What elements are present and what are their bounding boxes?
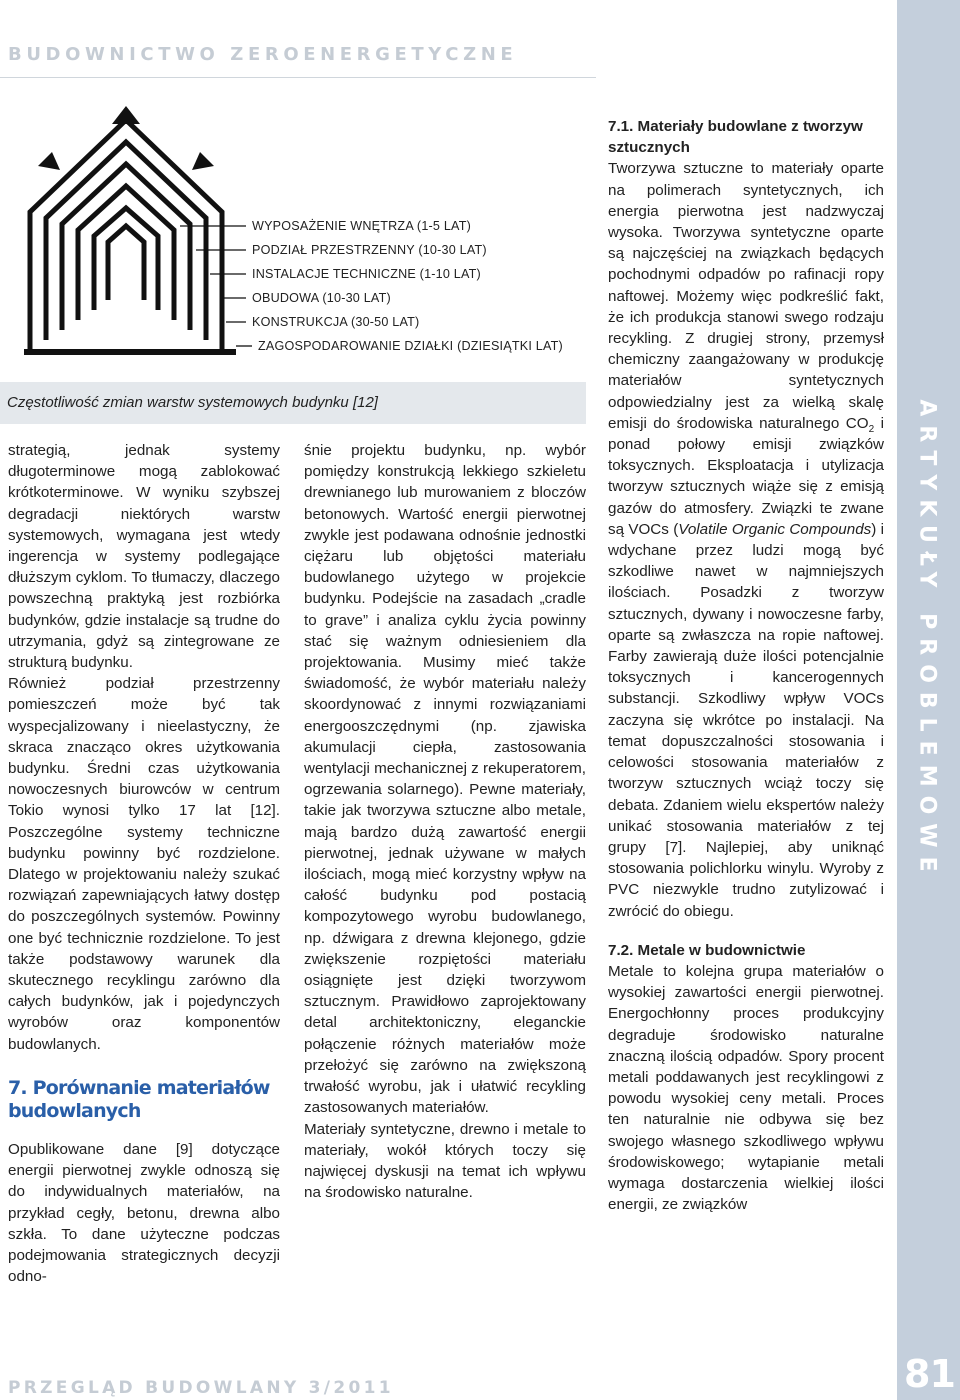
section-sidebar: [897, 0, 960, 1400]
paragraph: strategią, jednak systemy długoterminowe mogą zablokować krótkoterminowe. W wyniku szybszej degradacji niektórych warstw systemowych, wymagana jest wtedy ingerencja w systemy podlegające dłuższym cyklom. To tłumaczy, dlaczego powszechną praktyką jest rozbiórka budynków, gdzie instalacje są trudne do utrzymania, gdyż są zintegrowane ze strukturą budynku.: [8, 442, 280, 672]
text-column-1: [8, 440, 280, 1287]
layer-outline-1: [30, 120, 222, 350]
legend-item: PODZIAŁ PRZESTRZENNY (10-30 LAT): [252, 243, 487, 257]
legend-item: WYPOSAŻENIE WNĘTRZA (1-5 LAT): [252, 219, 471, 233]
italic-term: Volatile Organic Compounds: [678, 520, 872, 538]
subsection-heading: 7.1. Materiały budowlane z tworzyw sztucznych: [608, 118, 863, 157]
paragraph: Również podział przestrzenny pomieszczeń może być tak wyspecjalizowany i nieelastyczny, że skraca znacząco okres użytkowania budynku. Średni czas użytkowania nowoczesnych biurowców w centrum Tokio wynosi tylko 17 lat [12]. Poszczególne systemy techniczne budynku powinny być rozdzielone. Dlatego w projektowaniu należy szukać rozwiązań zapewniających łatwy dostęp do poszczególnych systemów. Powinny one być technicznie rozdzielone. To jest także podstawowy warunek dla skutecznego recyklingu zarówno dla całych budynków, jak i pojedynczych wyrobów oraz komponentów budowlanych.: [8, 675, 280, 1053]
legend-item: ZAGOSPODAROWANIE DZIAŁKI (DZIESIĄTKI LAT): [258, 339, 563, 353]
building-layers-figure: [0, 100, 596, 372]
section-7: [8, 1077, 280, 1287]
legend-item: OBUDOWA (10-30 LAT): [252, 291, 391, 305]
arrow-left: [38, 152, 60, 170]
subscript: 2: [868, 423, 875, 435]
running-header: BUDOWNICTWO ZEROENERGETYCZNE: [8, 44, 518, 65]
arrow-right: [192, 152, 214, 170]
legend-item: INSTALACJE TECHNICZNE (1-10 LAT): [252, 267, 481, 281]
sidebar-label: ARTYKUŁY PROBLEMOWE: [914, 399, 940, 881]
figure-caption-bar: [0, 382, 586, 424]
paragraph: [608, 158, 884, 921]
paragraph: Opublikowane dane [9] dotyczące energii pierwotnej zwykle odnoszą się do indywidualnych materiałów, na przykład cegły, betonu, drewna albo szkła. To dane użyteczne podczas podejmowania strategicznych decyzji odno-: [8, 1140, 280, 1286]
text-column-2: [304, 440, 586, 1203]
text-run: Tworzywa sztuczne to materiały oparte na polimerach syntetycznych, ich energia pierwotna jest nadzwyczaj wysoka. Tworzywa syntetyczne oparte są najczęściej na związkach będących pochodnymi odpadów po rafinacji ropy naftowej. Możemy więc podkreślić fakt, że ich produkcja stanowi swego rodzaju recykling. Z drugiej strony, przemysł chemiczny zaangażowany w produkcję materiałów syntetycznych odpowiedzialny jest za wielką skalę emisji do środowiska naturalnego CO: [608, 160, 884, 432]
arrow-up-outer: [112, 106, 140, 124]
legend-item: KONSTRUKCJA (30-50 LAT): [252, 315, 420, 329]
layered-house-diagram: [0, 100, 596, 372]
paragraph: Metale to kolejna grupa materiałów o wysokiej zawartości energii pierwotnej. Energochłonny proces produkcyjny degraduje środowisko naturalne znaczną ilością odpadów. Spory procent metali poddawanych jest recyklingowi z powodu wysokiej ceny metali. Proces ten naturalnie nie odbywa się bez swojego własnego szkodliwego wpływu środowiskowego; wytapianie metali wymaga dostarczenia wielkiej ilości energii, ze związków: [608, 962, 884, 1214]
text-run: i ponad połowy emisji związków toksycznych. Eksploatacja i utylizacja tworzyw sztucznych wiąże się z emisją gazów do atmosfery. Związki te zwane są VOCs (: [608, 414, 885, 538]
layer-outline-6: [108, 226, 144, 300]
section-heading: 7. Porównanie materiałów budowlanych: [8, 1076, 270, 1122]
figure-caption: Częstotliwość zmian warstw systemowych budynku [12]: [7, 394, 378, 411]
journal-footer: PRZEGLĄD BUDOWLANY 3/2011: [8, 1378, 394, 1398]
subsection-heading: 7.2. Metale w budownictwie: [608, 941, 806, 959]
paragraph: Materiały syntetyczne, drewno i metale to materiały, wokół których toczy się najwięcej dyskusji na temat ich wpływu na środowisko naturalne.: [304, 1120, 586, 1202]
header-rule: [0, 77, 596, 78]
subsection-7-2: [608, 940, 884, 1216]
paragraph: śnie projektu budynku, np. wybór pomiędzy konstrukcją lekkiego szkieletu drewnianego lub murowaniem z bloczów betonowych. Wartość energii pierwotnej zwykle jest podawana odnośnie jednostki ciężaru lub objętości materiału budowlanego użytego w projekcie budynku. Podejście na zasadach „cradle to grave” i analiza cyklu życia powinny stać się ważnym odniesieniem dla projektowania. Musimy mieć także świadomość, że wybór materiału należy skoordynować z innymi rozwiązaniami energooszczędnymi (np. zjawiska akumulacji ciepła, zastosowania wentylacji mechanicznej z rekuperatorem, ogrzewania solarnego). Pewne materiały, takie jak tworzywa sztuczne albo metale, mają bardzo dużą zawartość energii pierwotnej, jednak używane w małych ilościach, mogą mieć korzystny wpływ na całość budynku pod postacią kompozytowego wyrobu budowlanego, np. dźwigara z drewna klejonego, gdzie zwiększenie rozpiętości materiału osiągnięte jest dzięki tworzywom sztucznym. Prawidłowo zaprojektowany detal architektoniczny, eleganckie połączenie różnych materiałów może przełożyć się zarówno na zwiększoną trwałość wyrobu, jak i ułatwić recykling zastosowanych materiałów.: [304, 442, 586, 1117]
page-number: 81: [904, 1352, 955, 1396]
text-column-3: [608, 116, 884, 1215]
text-run: ) i wdychane przez ludzi mogą być szkodliwe nawet w najmniejszych ilościach. Posadzki z tworzyw sztucznych, dywany i nowoczesne farby, oparte są zwłaszcza na ropie naftowej. Farby zawierają duże ilości potencjalnie toksycznych i kancerogennych substancji. Szkodliwy wpływ VOCs zaczyna się wkrótce po instalacji. Na temat dopuszczalności stosowania i celowości stosowania materiałów z tworzyw sztucznych wciąż toczy się debata. Zdaniem wielu ekspertów należy unikać stosowania materiałów z tej grupy [7]. Najlepiej, aby uniknąć stosowania polichlorku winylu. Wyroby z PVC niezwykle trudno zutylizować i zwrócić do obiegu.: [608, 520, 885, 920]
